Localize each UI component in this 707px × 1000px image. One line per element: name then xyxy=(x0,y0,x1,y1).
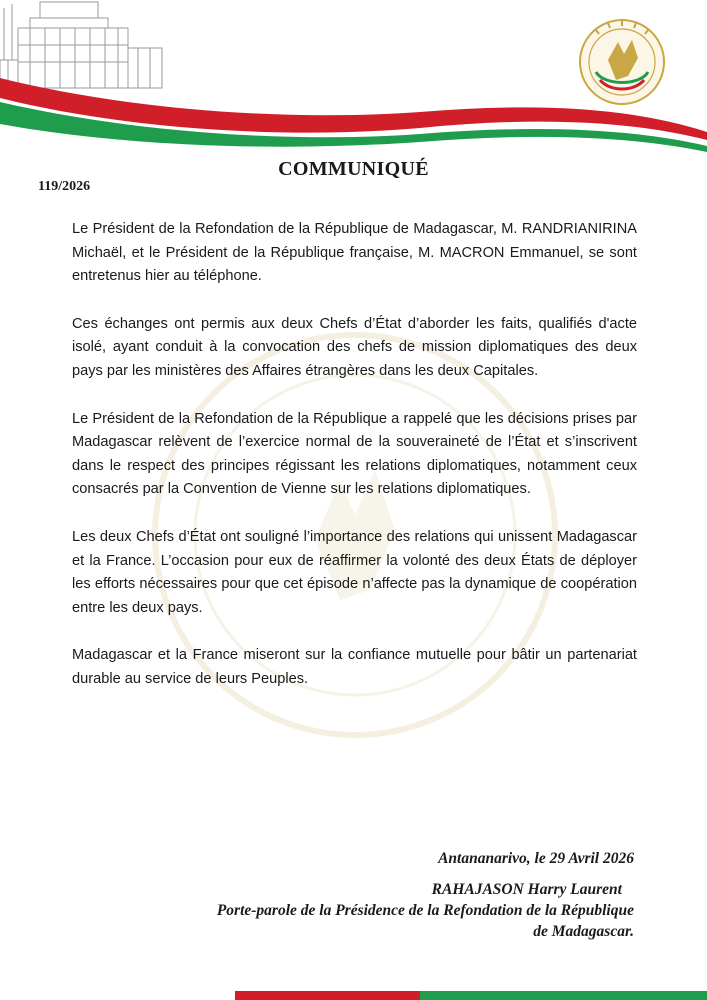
paragraph-3: Le Président de la Refondation de la République a rappelé que les décisions prises par Madagascar relèvent de l’exercice normal de la souveraineté de l’État et s’inscrivent dans le respect des principes régissant les relations diplomatiques, notamment ceux consacrés par la Convention de Vienne sur les relations diplomatiques. xyxy=(72,410,637,498)
paragraph-2: Ces échanges ont permis aux deux Chefs d’État d’aborder les faits, qualifiés d'acte isolé, ayant conduit à la convocation des chefs de mission diplomatiques des deux pays par les ministères des Affaires étrangères dans les deux Capitales. xyxy=(72,315,637,379)
document-title: COMMUNIQUÉ xyxy=(278,158,429,180)
signatory-role-line-1: Porte-parole de la Présidence de la Refondation de la République xyxy=(216,902,634,919)
letterhead-graphic xyxy=(0,0,707,175)
communique-body xyxy=(72,218,637,716)
signatory-name: RAHAJASON Harry Laurent xyxy=(431,881,622,898)
paragraph-4: Les deux Chefs d’État ont souligné l’importance des relations qui unissent Madagascar et la France. L’occasion pour eux de réaffirmer la volonté des deux États de déployer les efforts nécessaires pour que cet épisode n’affecte pas la dynamique de coopération entre les deux pays. xyxy=(72,528,637,616)
footer-color-bar xyxy=(0,991,707,1000)
letterhead xyxy=(0,0,707,175)
national-emblem-seal xyxy=(580,20,664,104)
signature-block xyxy=(114,848,634,942)
reference-number: 119/2026 xyxy=(38,179,91,194)
place-and-date: Antananarivo, le 29 Avril 2026 xyxy=(438,850,634,867)
palace-building-illustration xyxy=(0,2,162,88)
footer-white-band xyxy=(0,991,235,1000)
signatory-role-line-2: de Madagascar. xyxy=(533,923,634,940)
paragraph-5: Madagascar et la France miseront sur la confiance mutuelle pour bâtir un partenariat durable au service de leurs Peuples. xyxy=(72,647,637,687)
footer-red-band xyxy=(235,991,420,1000)
paragraph-1: Le Président de la Refondation de la République de Madagascar, M. RANDRIANIRINA Michaël, et le Président de la République française, M. MACRON Emmanuel, se sont entretenus hier au téléphone. xyxy=(72,221,637,285)
footer-green-band xyxy=(420,991,707,1000)
